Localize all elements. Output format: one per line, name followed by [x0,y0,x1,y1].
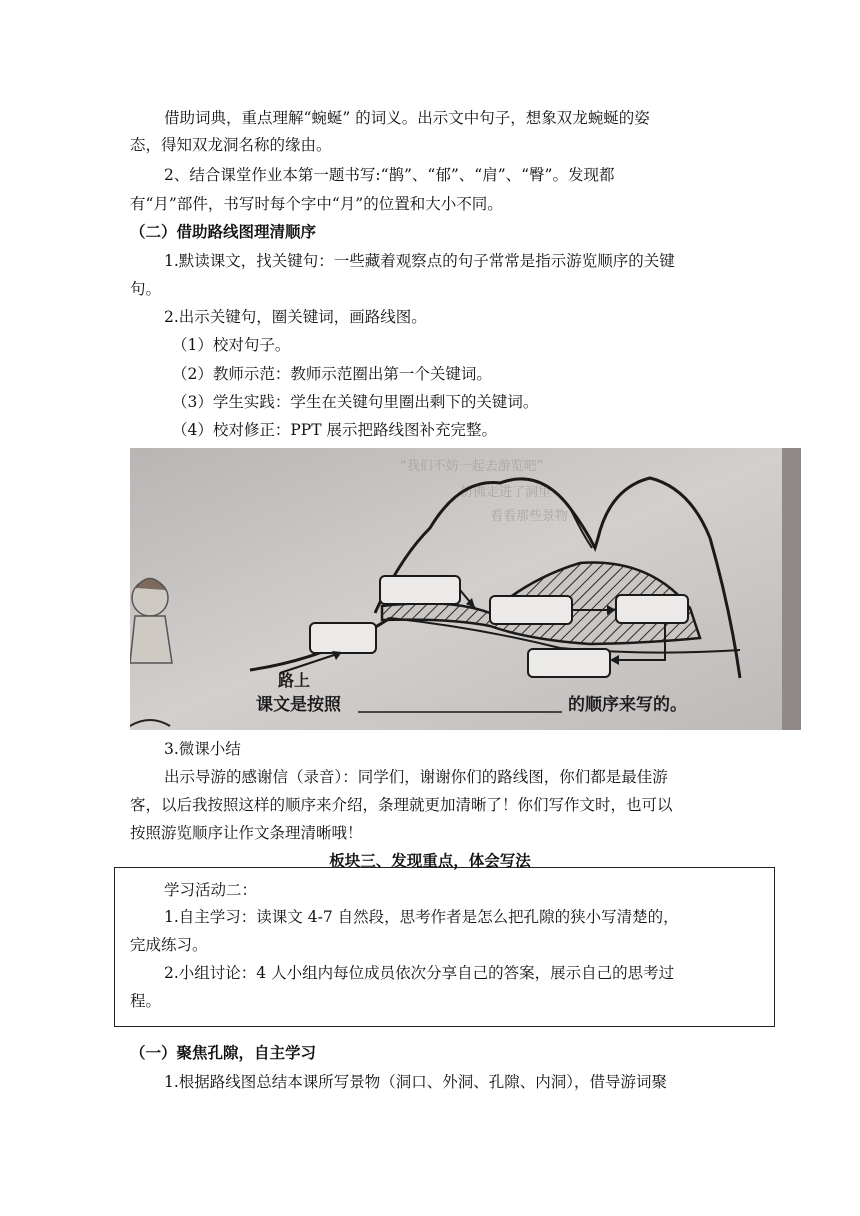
section-heading: （二）借助路线图理清顺序 [130,223,317,241]
svg-text:看看那些景物: 看看那些景物 [490,509,569,524]
paragraph-line: 1.默读课文，找关键句：一些藏着观察点的句子常常是指示游览顺序的关键 [164,252,675,270]
paragraph-line: 3.微课小结 [164,740,241,758]
activity-title: 学习活动二： [164,881,258,899]
svg-text:“我们不妨一起去游览吧”: “我们不妨一起去游览吧” [400,459,544,474]
paragraph-line: 借助词典，重点理解“蜿蜒” 的词义。出示文中句子，想象双龙蜿蜒的姿 [164,109,650,127]
paragraph-line: 2.出示关键句，圈关键词，画路线图。 [164,308,427,326]
activity-item: 2.小组讨论：4 人小组内每位成员依次分享自己的答案，展示自己的思考过 [164,964,675,982]
section-title: 板块三、发现重点，体会写法 [329,852,531,870]
paragraph-line: 客，以后我按照这样的顺序来介绍，条理就更加清晰了！你们写作文时，也可以 [130,796,673,814]
road-label: 路上 [278,671,311,690]
paragraph-line: 按照游览顺序让作文条理清晰哦！ [130,824,363,842]
svg-text:仿佛走进了洞里: 仿佛走进了洞里 [460,485,552,500]
activity-item: 1.自主学习：读课文 4-7 自然段，思考作者是怎么把孔隙的狭小写清楚的， [164,908,679,926]
list-item: （4）校对修正：PPT 展示把路线图补充完整。 [172,421,497,439]
caption-right: 的顺序来写的。 [568,695,687,715]
cartoon-figure [130,578,172,663]
activity-item: 程。 [130,992,162,1010]
paragraph-line: 态，得知双龙洞名称的缘由。 [130,136,332,154]
caption-left: 课文是按照 [256,695,341,715]
list-item: （2）教师示范：教师示范圈出第一个关键词。 [172,365,492,383]
list-item: （1）校对句子。 [172,336,291,354]
route-diagram-photo [130,448,801,730]
paragraph-line: 句。 [130,280,162,298]
paragraph-line: 出示导游的感谢信（录音）：同学们，谢谢你们的路线图，你们都是最佳游 [164,768,668,786]
list-item: （3）学生实践：学生在关键句里圈出剩下的关键词。 [172,393,539,411]
paragraph-line: 2、结合课堂作业本第一题书写:“鹊”、“郁”、“肩”、“臀”。发现都 [164,166,615,184]
activity-item: 完成练习。 [130,936,208,954]
section-heading: （一）聚焦孔隙，自主学习 [130,1044,317,1062]
paragraph-line: 有“月”部件，书写时每个字中“月”的位置和大小不同。 [130,195,503,213]
paragraph-line: 1.根据路线图总结本课所写景物（洞口、外洞、孔隙、内洞），借导游词聚 [164,1073,668,1091]
